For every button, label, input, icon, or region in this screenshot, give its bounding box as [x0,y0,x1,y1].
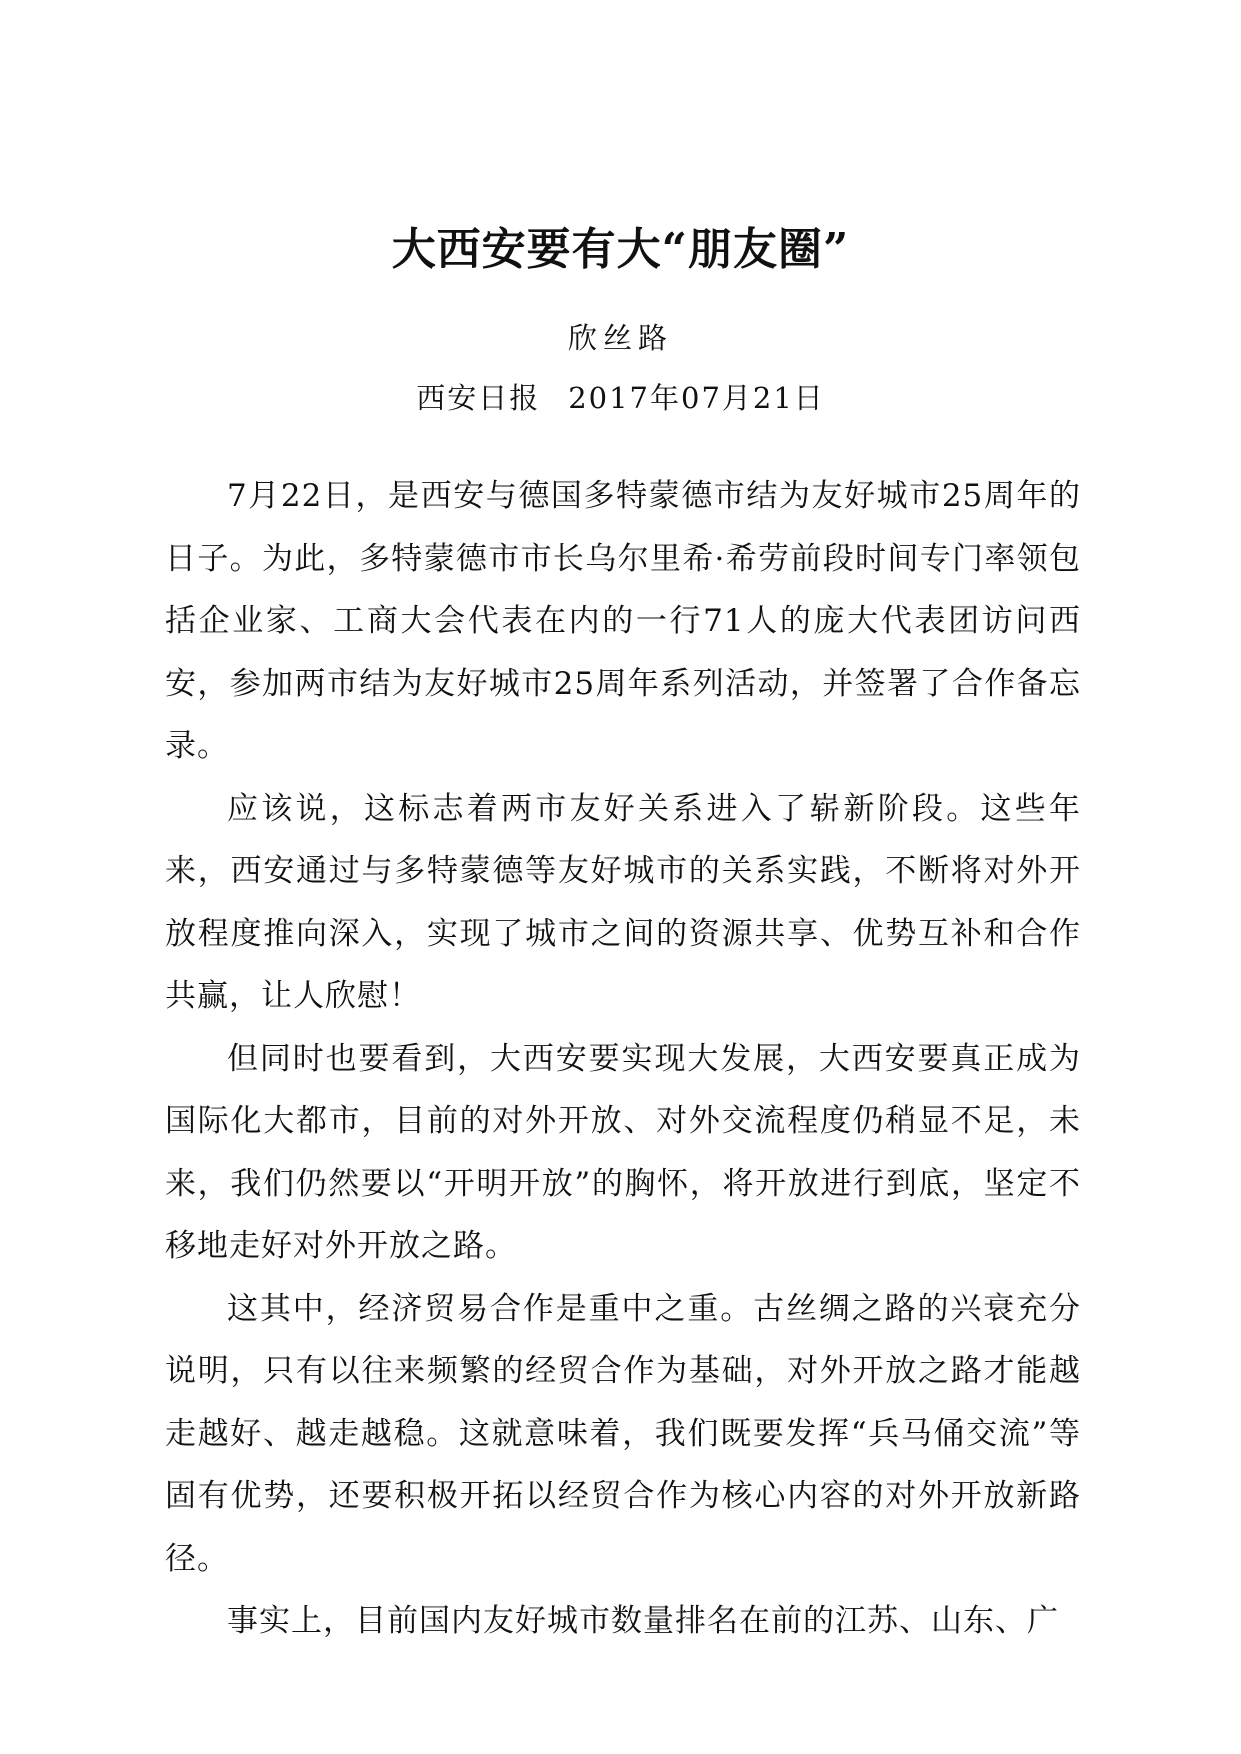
paragraph: 但同时也要看到，大西安要实现大发展，大西安要真正成为国际化大都市，目前的对外开放、对外交流程度仍稍显不足，未来，我们仍然要以“开明开放”的胸怀，将开放进行到底，坚定不移地走好对外开放之路。 [165,1040,1081,1264]
article-title: 大西安要有大“朋友圈” [391,224,850,275]
paragraph: 这其中，经济贸易合作是重中之重。古丝绸之路的兴衰充分说明，只有以往来频繁的经贸合作为基础，对外开放之路才能越走越好、越走越稳。这就意味着，我们既要发挥“兵马俑交流”等固有优势，还要积极开拓以经贸合作为核心内容的对外开放新路径。 [165,1290,1081,1577]
source-line [0,378,1241,418]
publish-date: 2017年07月21日 [568,381,825,415]
source-name: 西安日报 [416,381,541,415]
paragraph: 应该说，这标志着两市友好关系进入了崭新阶段。这些年来，西安通过与多特蒙德等友好城市的关系实践，不断将对外开放程度推向深入，实现了城市之间的资源共享、优势互补和合作共赢，让人欣慰！ [165,790,1081,1014]
article-body [165,465,1081,1653]
article-author: 欣丝路 [567,321,673,355]
paragraph: 事实上，目前国内友好城市数量排名在前的江苏、山东、广 [227,1603,1059,1639]
paragraph: 7月22日，是西安与德国多特蒙德市结为友好城市25周年的日子。为此，多特蒙德市市长乌尔里希·希劳前段时间专门率领包括企业家、工商大会代表在内的一行71人的庞大代表团访问西安，参加两市结为友好城市25周年系列活动，并签署了合作备忘录。 [165,478,1081,764]
